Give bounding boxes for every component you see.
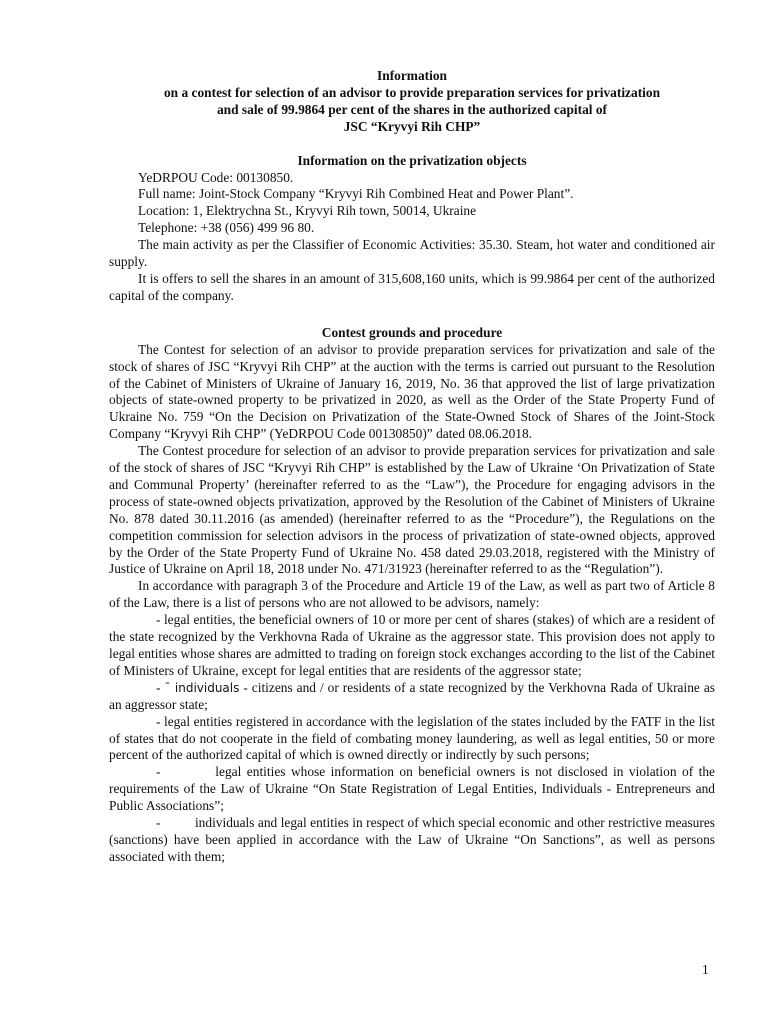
restriction-item-2-prefix: - [156, 679, 165, 695]
restriction-item-5: - individuals and legal entities in respect of which special economic and other restrictive measures (sanctions) have been applied in accordance with the Law of Ukraine “On Sanctions”, as well as persons associated with them; [109, 815, 719, 864]
document-page [109, 68, 719, 866]
full-name: Full name: Joint-Stock Company “Kryvyi Rih Combined Heat and Power Plant”. [138, 186, 574, 202]
restriction-item-2 [109, 680, 715, 714]
restriction-item-4: - legal entities whose information on beneficial owners is not disclosed in violation of the requirements of the Law of Ukraine “On State Registration of Legal Entities, Individuals - Entrepreneurs and Public Associations”; [109, 764, 719, 814]
contest-paragraph-1: The Contest for selection of an advisor to provide preparation services for privatization and sale of the stock of shares of JSC “Kryvyi Rih CHP” at the auction with the terms is carried out pursuant to the Resolution of the Cabinet of Ministers of Ukraine of January 16, 2019, No. 36 that approved the list of large privatization objects of state-owned property to be privatized in 2020, as well as the Order of the State Property Fund of Ukraine No. 759 “On the Decision on Privatization of the State-Owned Stock of Shares of the Joint-Stock Company “Kryvyi Rih CHP” (YeDRPOU Code 00130850)” dated 08.06.2018. [109, 341, 715, 442]
objects-heading: Information on the privatization objects [297, 152, 527, 168]
title-line-2: on a contest for selection of an advisor to provide preparation services for privatization [163, 84, 661, 100]
title-line-4: JSC “Kryvyi Rih CHP” [343, 118, 481, 134]
contest-heading: Contest grounds and procedure [321, 324, 503, 340]
page-number: 1 [702, 962, 709, 977]
restriction-item-1: - legal entities, the beneficial owners of 10 or more per cent of shares (stakes) of which are a resident of the state recognized by the Verkhovna Rada of Ukraine as the aggressor state. This provision does not apply to legal entities whose shares are admitted to trading on foreign stock exchanges according to the list of the Cabinet of Ministers of Ukraine, except for legal entities that are residents of the aggressor state; [109, 612, 715, 678]
telephone: Telephone: +38 (056) 499 96 80. [138, 220, 315, 236]
document-title [109, 68, 715, 136]
title-line-1: Information [377, 68, 447, 83]
yedrpou-code: YeDRPOU Code: 00130850. [138, 169, 294, 185]
contest-paragraph-3: In accordance with paragraph 3 of the Procedure and Article 19 of the Law, as well as part two of Article 8 of the Law, there is a list of persons who are not allowed to be advisors, namely: [109, 578, 715, 611]
location: Location: 1, Elektrychna St., Kryvyi Rih town, 50014, Ukraine [138, 203, 477, 219]
shares-offer: It is offers to sell the shares in an amount of 315,608,160 units, which is 99.9864 per cent of the authorized capital of the company. [109, 270, 715, 303]
main-activity: The main activity as per the Classifier of Economic Activities: 35.30. Steam, hot water and conditioned air supply. [109, 237, 715, 270]
restriction-item-2-word: ¯ individuals [164, 680, 240, 695]
restriction-item-2-rest: - citizens and / or residents of a state recognized by the Verkhovna Rada of Ukraine as an aggressor state; [109, 679, 715, 712]
title-line-3: and sale of 99.9864 per cent of the shares in the authorized capital of [216, 101, 608, 117]
contest-paragraph-2: The Contest procedure for selection of an advisor to provide preparation services for privatization and sale of the stock of shares of JSC “Kryvyi Rih CHP” is established by the Law of Ukraine ‘On Privatization of State and Communal Property’ (hereinafter referred to as the “Law”), the Procedure for engaging advisors in the process of state-owned objects privatization, approved by the Resolution of the Cabinet of Ministers of Ukraine No. 878 dated 30.11.2016 (as amended) (hereinafter referred to as the “Procedure”), the Regulations on the competition commission for selection advisors in the process of privatization of state-owned objects, approved by the Order of the State Property Fund of Ukraine No. 458 dated 29.03.2018, registered with the Ministry of Justice of Ukraine on April 18, 2018 under No. 471/31923 (hereinafter referred to as the “Regulation”). [109, 443, 715, 577]
restriction-item-3: - legal entities registered in accordance with the legislation of the states included by the FATF in the list of states that do not cooperate in the field of combating money laundering, as well as legal entities, 50 or more percent of the authorized capital of which is owned directly or indirectly by such persons; [109, 713, 715, 763]
